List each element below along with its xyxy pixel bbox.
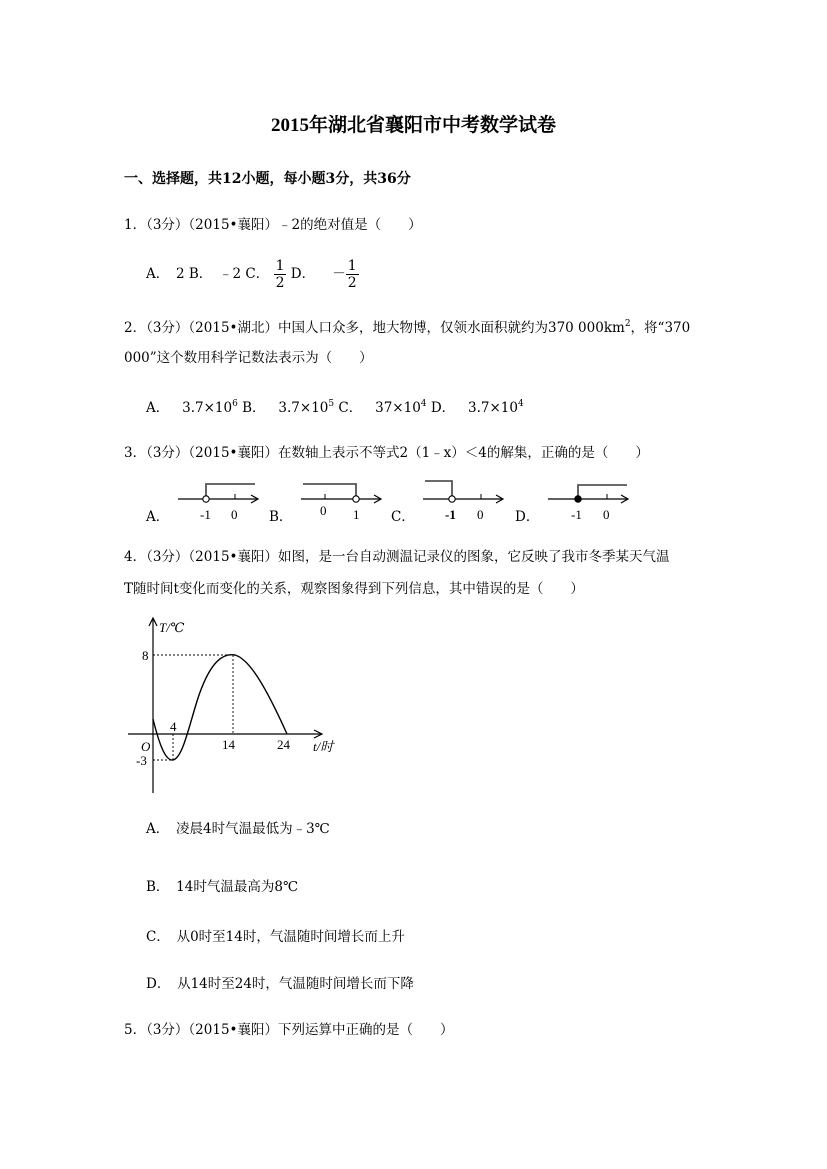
q2-option-b-label: B． — [237, 400, 266, 416]
x-tick-4: 4 — [170, 719, 177, 734]
x-tick-24: 24 — [277, 737, 290, 752]
q2-option-a-exp: 6 — [232, 399, 238, 409]
open-point — [449, 496, 455, 502]
q2-option-d: 3.7×10 — [468, 400, 518, 416]
question-1-options — [146, 258, 359, 291]
q2-option-c-label: C． — [334, 400, 363, 416]
q1-frac-d-num: 1 — [347, 258, 357, 274]
y-tick-8: 8 — [142, 648, 149, 663]
q2-line1-text: 2．（3分）（2015•湖北）中国人口众多，地大物博，仅领水面积就约为370 000km — [124, 320, 625, 336]
question-1-stem: 1．（3分）（2015•襄阳）﹣2的绝对值是（ ） — [124, 217, 422, 233]
tick-label-neg1: -1 — [200, 507, 211, 522]
temperature-curve — [153, 655, 287, 760]
q3-option-b-label: B． — [269, 509, 293, 525]
number-line-b — [298, 478, 388, 524]
x-axis-label: t/时 — [313, 739, 334, 754]
question-2-line-1 — [124, 316, 690, 336]
solution-bracket — [578, 485, 627, 496]
q4-option-a: A． 凌晨4时气温最低为﹣3℃ — [146, 821, 330, 837]
q2-superscript: 2 — [624, 319, 631, 329]
q2-option-d-exp: 4 — [518, 399, 524, 409]
q1-frac-c-den: 2 — [275, 275, 285, 291]
q2-option-c: 37×10 — [375, 400, 421, 416]
question-2-options — [146, 396, 524, 416]
q1-frac-c-num: 1 — [275, 258, 285, 274]
solution-bracket — [425, 481, 452, 496]
q4-option-b: B． 14时气温最高为8℃ — [146, 879, 299, 895]
q1-fraction-c — [274, 258, 287, 291]
x-tick-14: 14 — [222, 737, 235, 752]
open-point — [203, 496, 209, 502]
open-point — [353, 496, 359, 502]
question-3-stem: 3．（3分）（2015•襄阳）在数轴上表示不等式2（1﹣x）＜4的解集，正确的是（ ） — [124, 445, 649, 461]
tick-label-neg1: -1 — [445, 507, 456, 522]
q4-option-c: C． 从0时至14时，气温随时间增长而上升 — [146, 929, 405, 945]
question-5-stem: 5．（3分）（2015•襄阳）下列运算中正确的是（ ） — [124, 1022, 454, 1038]
q3-option-a-label: A． — [146, 509, 170, 525]
page-title: 2015年湖北省襄阳市中考数学试卷 — [270, 115, 556, 136]
q1-option-d-label: D． — [290, 266, 316, 282]
q1-negative-sign: － — [332, 266, 346, 282]
q2-option-c-exp: 4 — [420, 399, 427, 409]
tick-label-0: 0 — [320, 503, 327, 518]
tick-label-0: 0 — [477, 507, 484, 522]
closed-point — [575, 496, 581, 502]
section-heading: 一、选择题，共12小题，每小题3分，共36分 — [124, 171, 411, 187]
question-4-line-1: 4．（3分）（2015•襄阳）如图，是一台自动测温记录仪的图象，它反映了我市冬季某天气温 — [124, 549, 670, 565]
q3-option-c-label: C． — [391, 509, 415, 525]
tick-label-0: 0 — [603, 507, 610, 522]
q1-fraction-d — [346, 258, 359, 291]
q3-option-d-label: D． — [515, 509, 540, 525]
tick-label-neg1: -1 — [571, 507, 582, 522]
question-4-line-2: T随时间t变化而变化的关系，观察图象得到下列信息，其中错误的是（ ） — [124, 581, 584, 597]
solution-bracket — [303, 484, 356, 496]
tick-label-0: 0 — [231, 507, 238, 522]
q2-line1-end: ，将“370 — [630, 320, 691, 336]
number-line-a — [175, 478, 265, 524]
q2-option-d-label: D． — [426, 400, 456, 416]
number-line-c — [420, 478, 510, 524]
y-axis-label: T/℃ — [159, 620, 185, 635]
q4-option-d: D． 从14时至24时，气温随时间增长而下降 — [146, 976, 414, 992]
number-line-d — [545, 478, 635, 524]
q2-option-a-label: A． — [146, 400, 170, 416]
solution-bracket — [206, 484, 255, 496]
temperature-graph — [125, 615, 355, 800]
q2-option-b: 3.7×10 — [278, 400, 329, 416]
y-tick-neg3: -3 — [136, 753, 147, 768]
q2-option-b-exp: 5 — [328, 399, 335, 409]
origin-label: O — [141, 739, 151, 754]
question-2-line-2: 000”这个数用科学记数法表示为（ ） — [124, 350, 373, 366]
tick-label-1: 1 — [353, 507, 360, 522]
q1-frac-d-den: 2 — [347, 275, 357, 291]
q1-options-abc: A． 2 B． ﹣2 C． — [146, 266, 270, 282]
q2-option-a: 3.7×10 — [182, 400, 233, 416]
